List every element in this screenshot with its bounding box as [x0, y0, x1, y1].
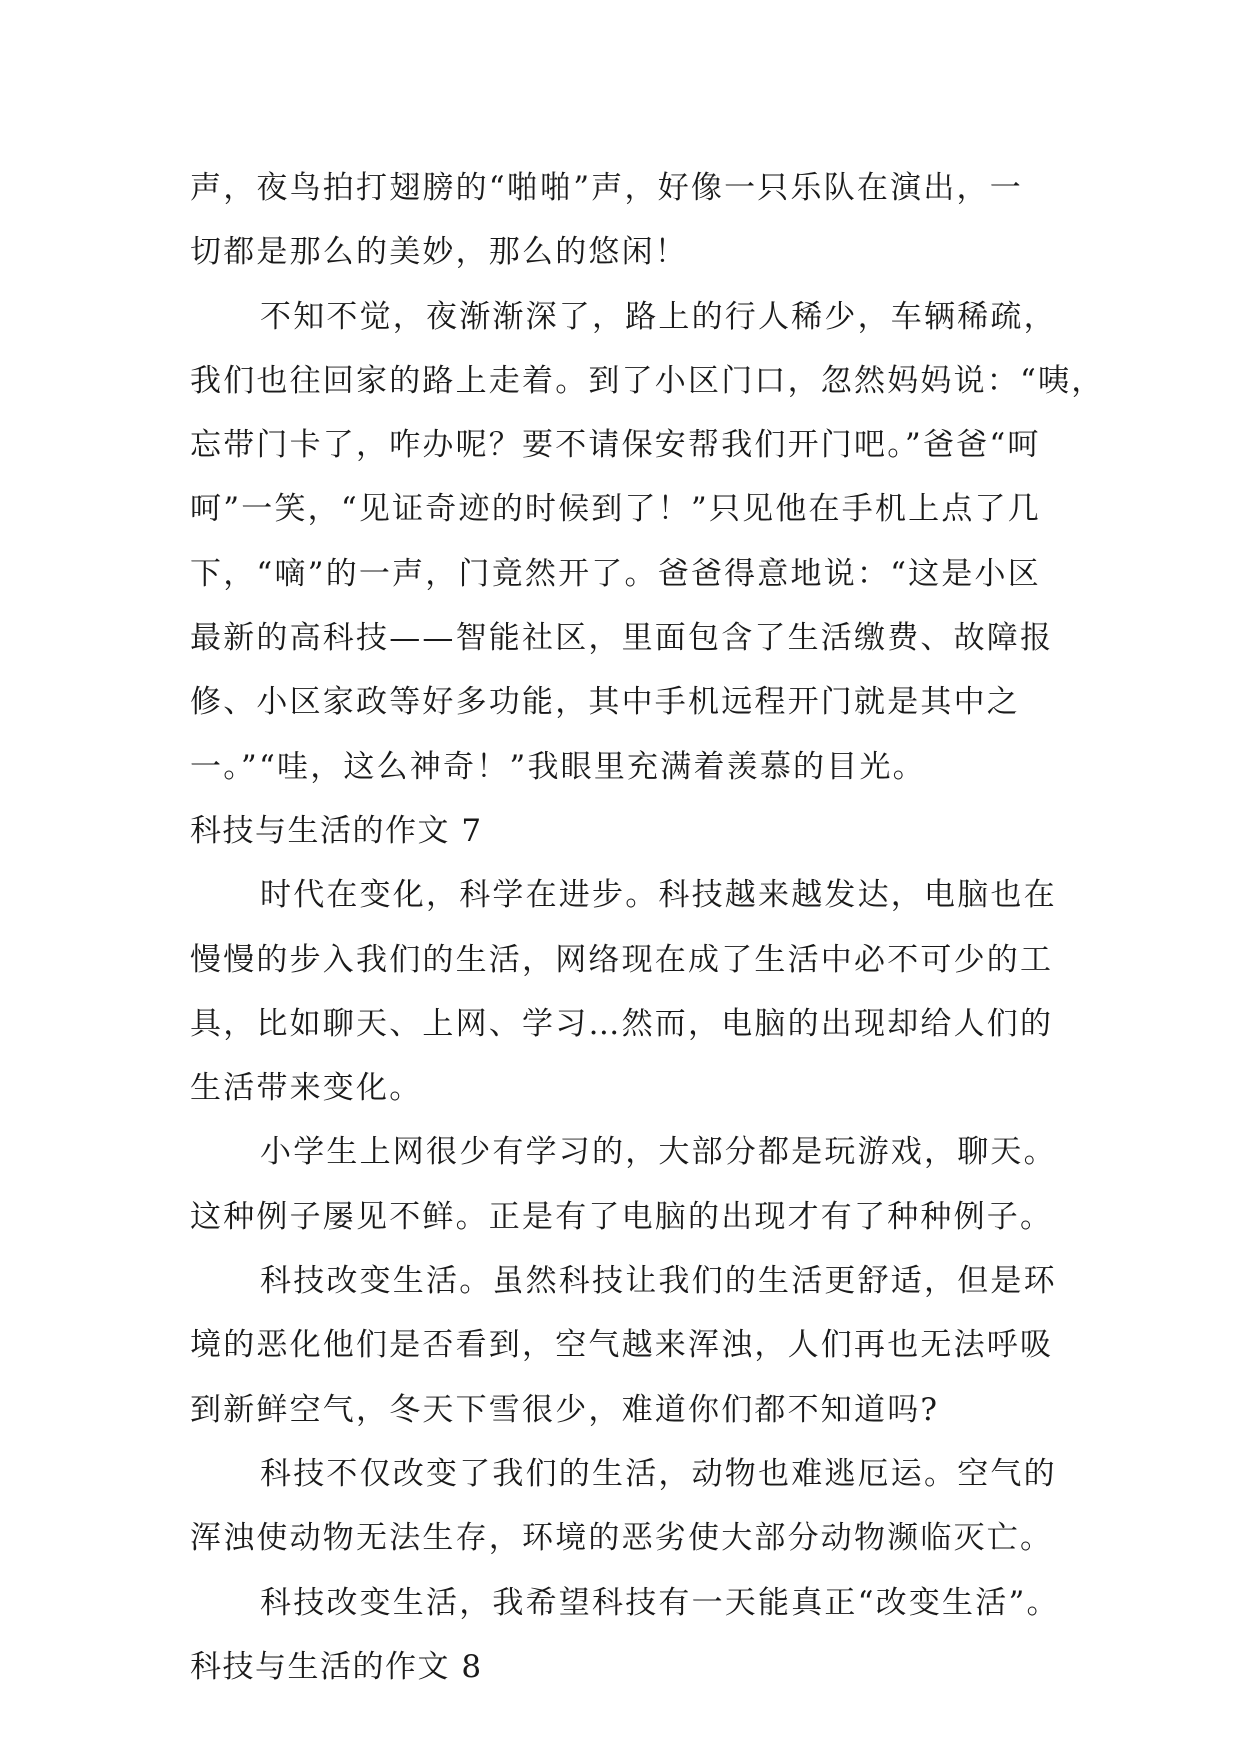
paragraph-first-line: 科技不仅改变了我们的生活，动物也难逃厄运。空气的: [260, 1455, 1057, 1492]
text-line: 一。”“哇，这么神奇！”我眼里充满着羡慕的目光。: [190, 748, 926, 785]
text-line: 下，“嘀”的一声，门竟然开了。爸爸得意地说：“这是小区: [190, 555, 1041, 592]
section-heading: 科技与生活的作文 7: [190, 812, 483, 849]
text-line: 忘带门卡了，咋办呢？要不请保安帮我们开门吧。”爸爸“呵: [190, 427, 1041, 464]
document-body: [190, 156, 1105, 1699]
text-line: 我们也往回家的路上走着。到了小区门口，忽然妈妈说：“咦，: [190, 362, 1105, 399]
text-line: 最新的高科技——智能社区，里面包含了生活缴费、故障报: [190, 620, 1054, 657]
text-line: 生活带来变化。: [190, 1070, 423, 1107]
paragraph-first-line: 时代在变化，科学在进步。科技越来越发达，电脑也在: [260, 877, 1057, 914]
paragraph-first-line: 科技改变生活。虽然科技让我们的生活更舒适，但是环: [260, 1263, 1057, 1300]
paragraph-first-line: 不知不觉，夜渐渐深了，路上的行人稀少，车辆稀疏，: [260, 298, 1057, 335]
text-line: 境的恶化他们是否看到，空气越来浑浊，人们再也无法呼吸: [190, 1327, 1054, 1364]
text-line: 具，比如聊天、上网、学习…然而，电脑的出现却给人们的: [190, 1005, 1054, 1042]
text-line: 浑浊使动物无法生存，环境的恶劣使大部分动物濒临灭亡。: [190, 1520, 1054, 1557]
text-line: 到新鲜空气，冬天下雪很少，难道你们都不知道吗?: [190, 1391, 940, 1428]
paragraph-first-line: 小学生上网很少有学习的，大部分都是玩游戏，聊天。: [260, 1134, 1057, 1171]
section-heading: 科技与生活的作文 8: [190, 1648, 483, 1685]
paragraph-first-line: 科技改变生活，我希望科技有一天能真正“改变生活”。: [260, 1584, 1060, 1621]
text-line: 切都是那么的美妙，那么的悠闲！: [190, 234, 688, 271]
text-line: 声，夜鸟拍打翅膀的“啪啪”声，好像一只乐队在演出，一: [190, 170, 1023, 206]
text-line: 这种例子屡见不鲜。正是有了电脑的出现才有了种种例子。: [190, 1198, 1054, 1235]
text-line: 呵”一笑，“见证奇迹的时候到了！”只见他在手机上点了几: [190, 491, 1041, 528]
text-line: 修、小区家政等好多功能，其中手机远程开门就是其中之: [190, 684, 1020, 721]
text-line: 慢慢的步入我们的生活，网络现在成了生活中必不可少的工: [190, 941, 1054, 978]
